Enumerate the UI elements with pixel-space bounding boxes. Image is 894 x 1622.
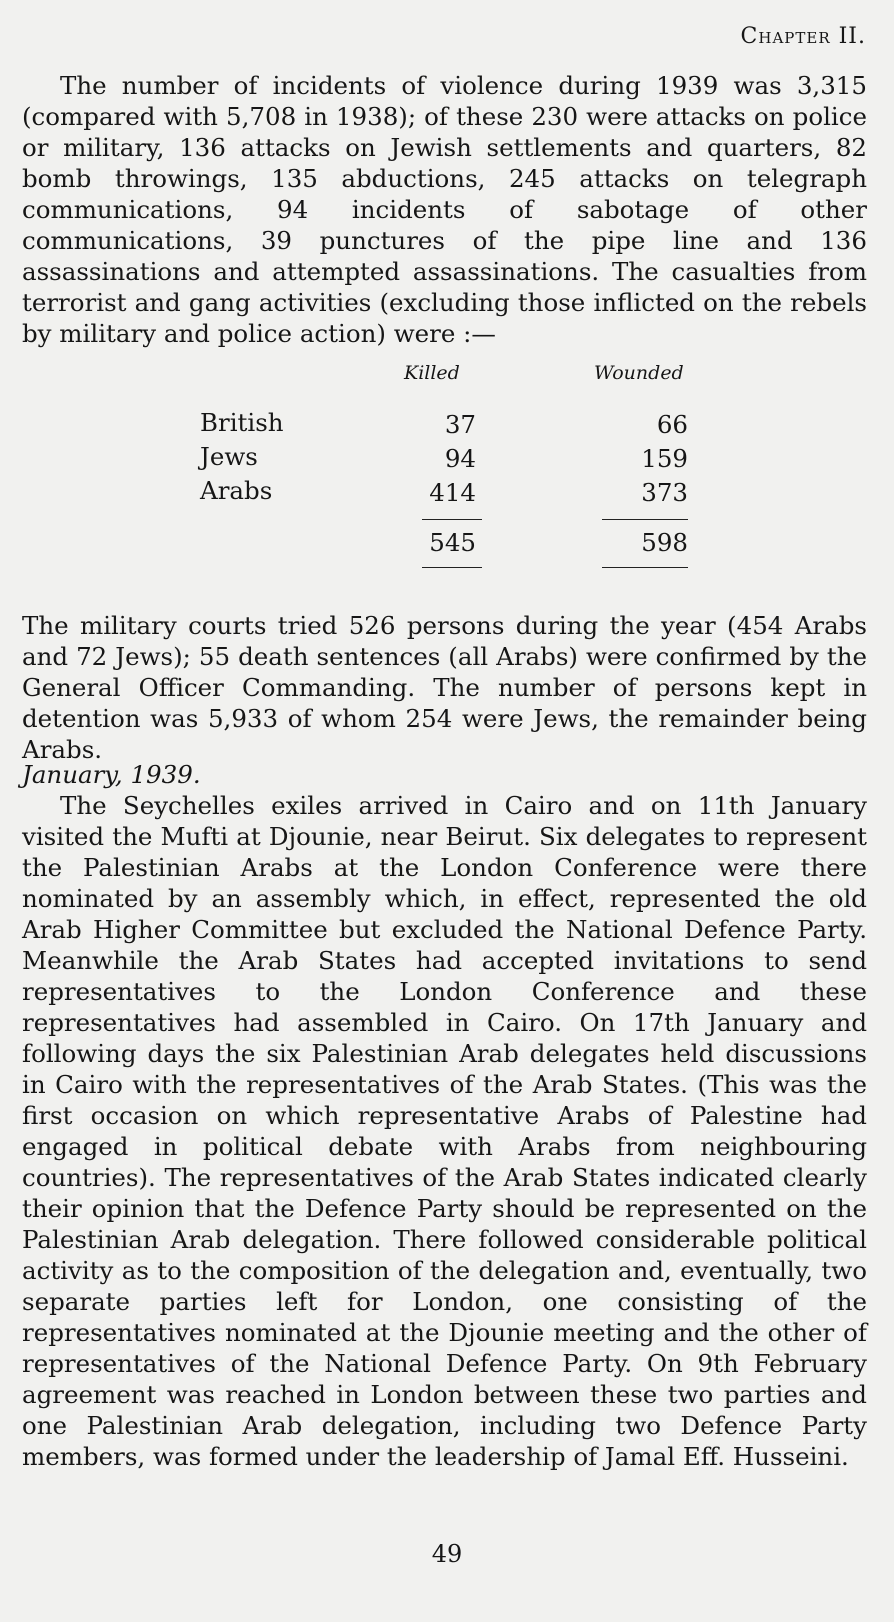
cell-jews-wounded: 159 bbox=[641, 444, 688, 473]
cell-british-wounded: 66 bbox=[656, 410, 688, 439]
cell-arabs-killed: 414 bbox=[429, 478, 476, 507]
column-header-wounded: Wounded bbox=[594, 362, 684, 384]
rule-wounded-bottom bbox=[602, 567, 688, 568]
casualties-table bbox=[0, 362, 894, 594]
cell-arabs-wounded: 373 bbox=[641, 478, 688, 507]
page-number: 49 bbox=[431, 1540, 463, 1568]
paragraph-january bbox=[22, 790, 867, 1472]
section-heading-january: January, 1939. bbox=[22, 760, 201, 789]
paragraph-incidents bbox=[22, 70, 867, 349]
paragraph-courts bbox=[22, 610, 867, 765]
cell-total-killed: 545 bbox=[429, 528, 476, 557]
cell-jews-killed: 94 bbox=[444, 444, 476, 473]
row-label-jews: Jews bbox=[200, 442, 258, 471]
rule-killed-bottom bbox=[422, 567, 482, 568]
row-label-arabs: Arabs bbox=[200, 476, 273, 505]
rule-killed-top bbox=[422, 519, 482, 520]
paragraph-incidents-text: The number of incidents of violence during 1939 was 3,315 (compared with 5,708 in 1938); of these 230 were attacks on police or military, 136 attacks on Jewish settlements and quarters, 82 bomb throwings, 135 abductions, 245 attacks on telegraph communications, 94 incidents of sabotage of other communications, 39 punctures of the pipe line and 136 assassinations and attempted assassinations. The casualties from terrorist and gang activities (excluding those inflicted on the rebels by military and police action) were :— bbox=[22, 71, 867, 348]
rule-wounded-top bbox=[602, 519, 688, 520]
column-header-killed: Killed bbox=[404, 362, 460, 384]
row-label-british: British bbox=[200, 408, 284, 437]
cell-total-wounded: 598 bbox=[641, 528, 688, 557]
paragraph-january-text: The Seychelles exiles arrived in Cairo and on 11th January visited the Mufti at Djounie, near Beirut. Six delegates to represent the Palestinian Arabs at the London Conference were there nominated by an assembly which, in effect, represented the old Arab Higher Committee but excluded the National Defence Party. Meanwhile the Arab States had accepted invitations to send representatives to the London Conference and these representatives had assembled in Cairo. On 17th January and following days the six Palestinian Arab delegates held discussions in Cairo with the representatives of the Arab States. (This was the first occasion on which representative Arabs of Palestine had engaged in political debate with Arabs from neighbouring countries). The representatives of the Arab States indicated clearly their opinion that the Defence Party should be represented on the Palestinian Arab delegation. There followed considerable political activity as to the composition of the delegation and, eventually, two separate parties left for London, one consisting of the representatives nominated at the Djounie meeting and the other of representatives of the National Defence Party. On 9th February agreement was reached in London between these two parties and one Palestinian Arab delegation, including two Defence Party members, was formed under the leadership of Jamal Eff. Husseini. bbox=[22, 791, 867, 1471]
paragraph-courts-text: The military courts tried 526 persons during the year (454 Arabs and 72 Jews); 55 death sentences (all Arabs) were confirmed by the General Officer Commanding. The number of persons kept in detention was 5,933 of whom 254 were Jews, the remainder being Arabs. bbox=[22, 611, 867, 764]
chapter-heading: Chapter II. bbox=[740, 24, 866, 49]
cell-british-killed: 37 bbox=[444, 410, 476, 439]
